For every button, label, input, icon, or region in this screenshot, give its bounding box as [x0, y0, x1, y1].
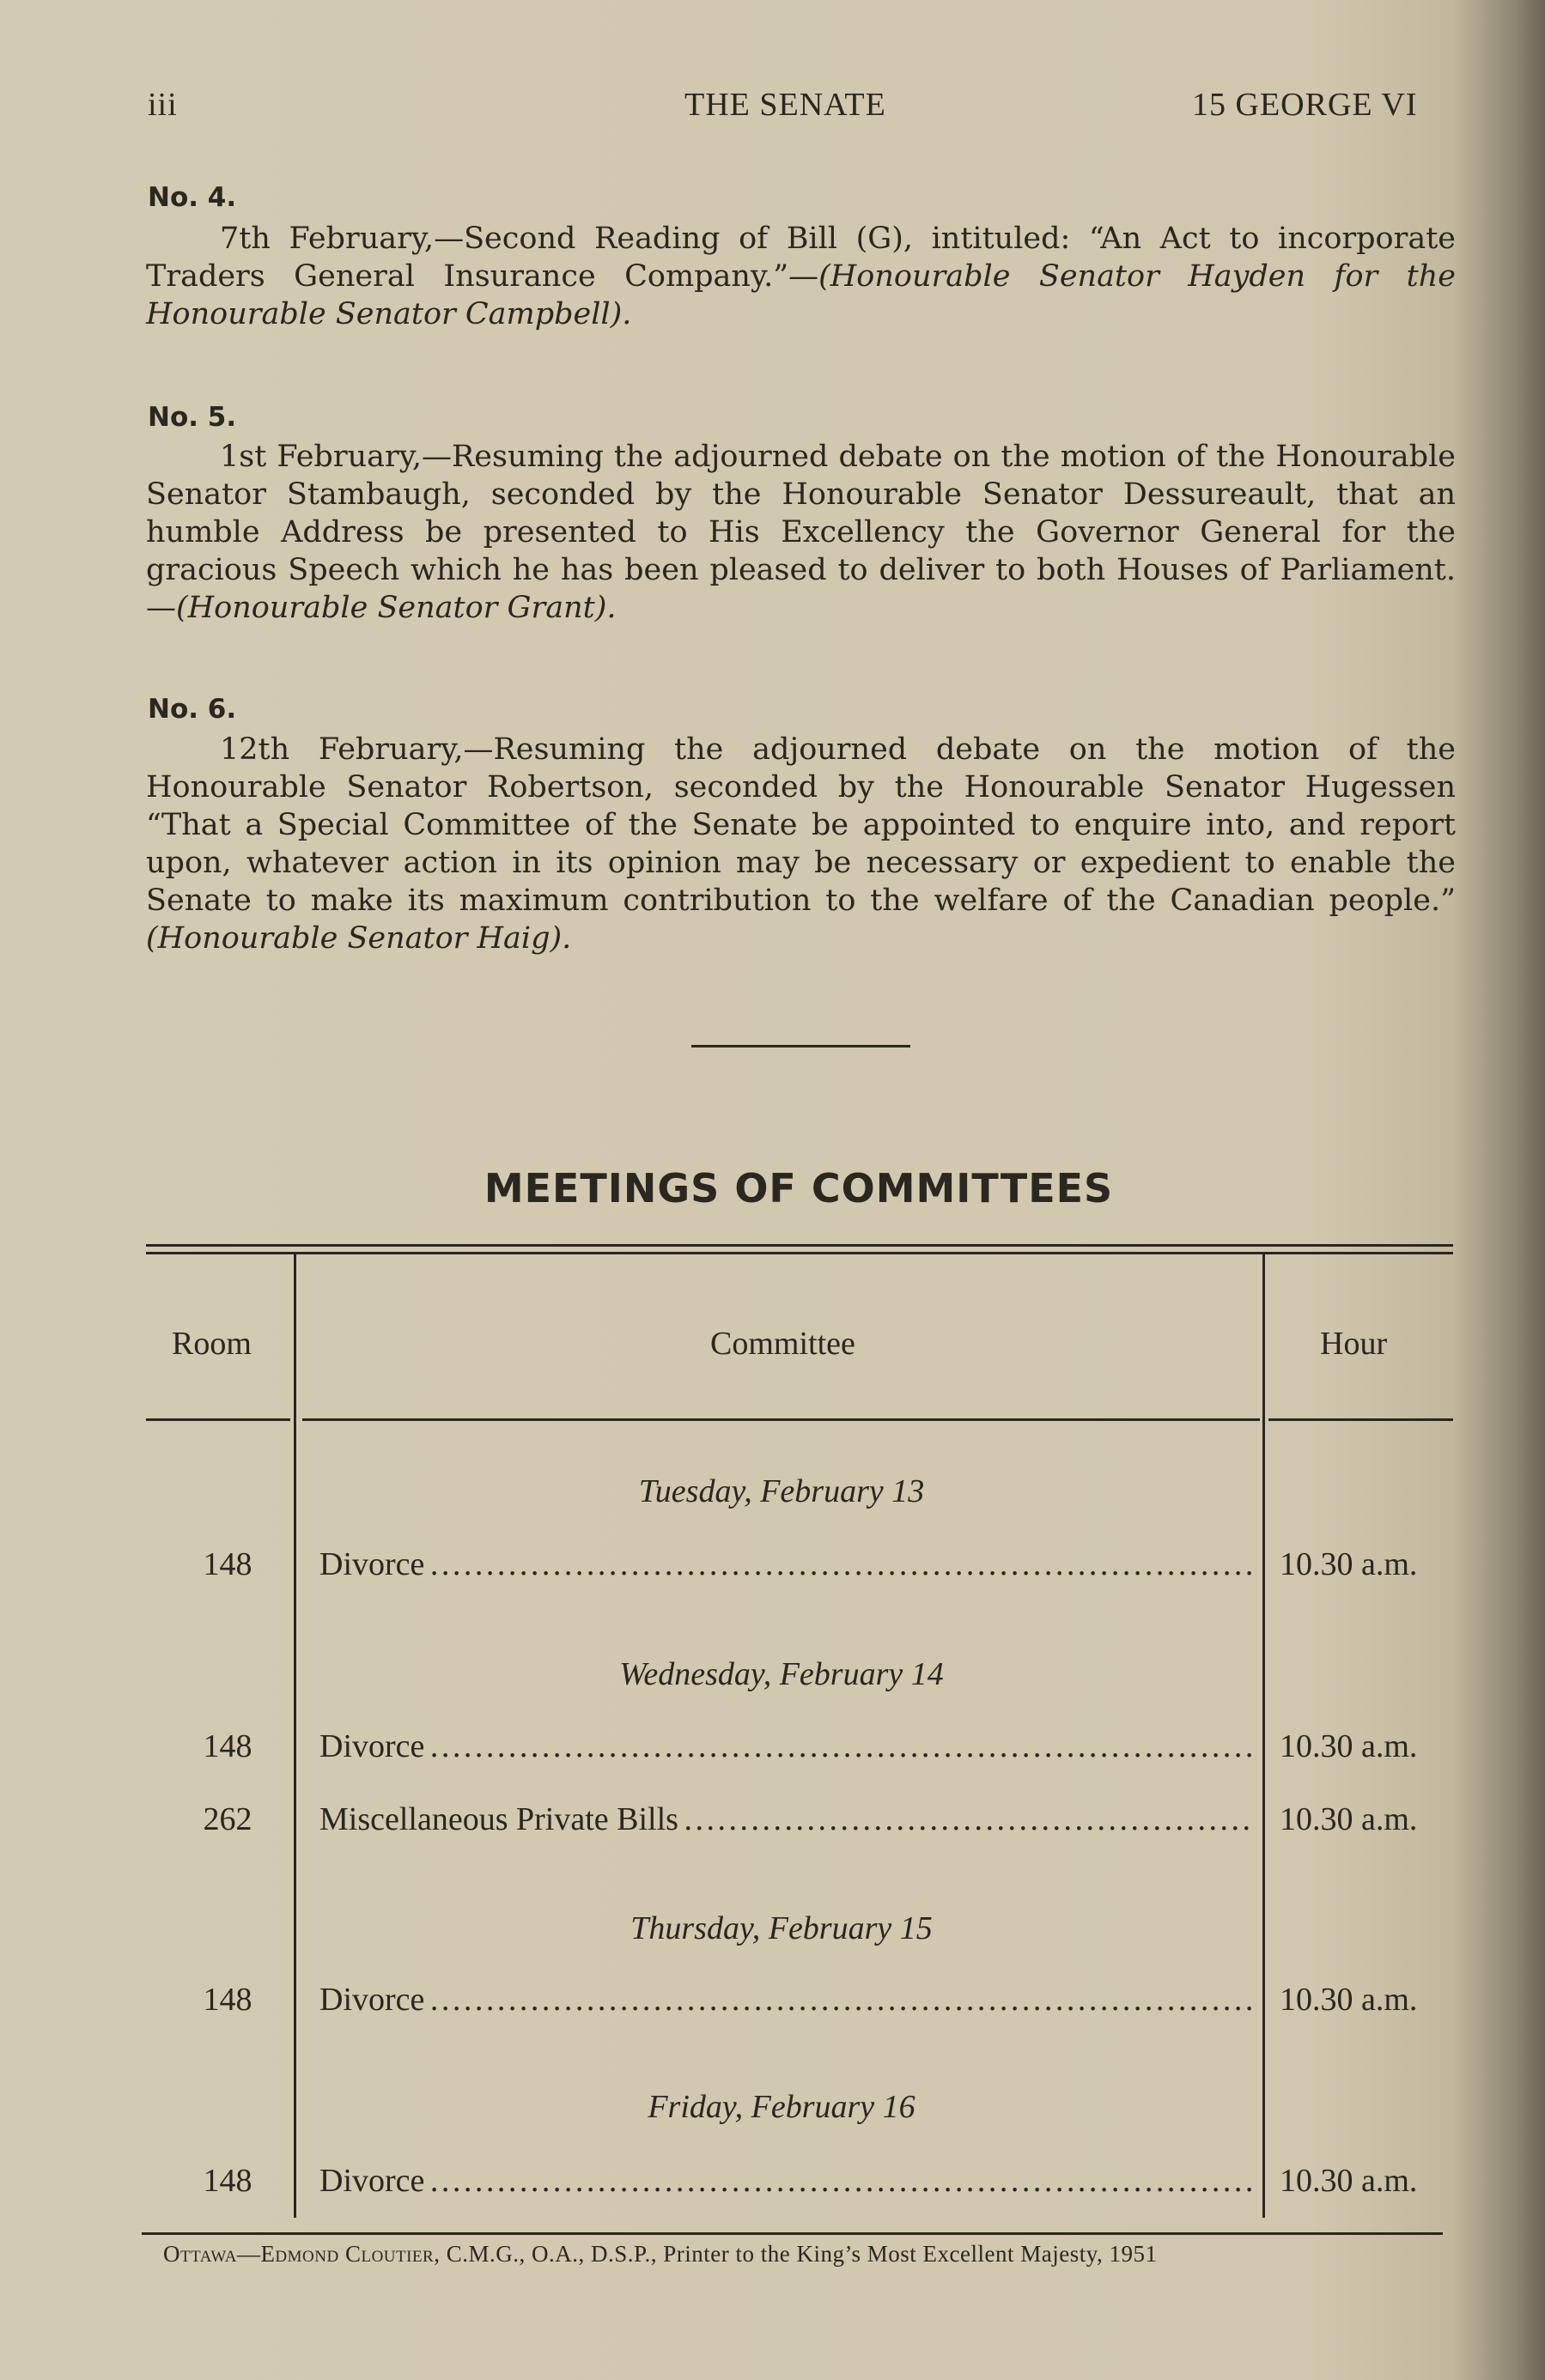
order-number: No. 5. — [148, 402, 237, 433]
order-text: 1st February,—Resuming the adjourned debate on the motion of the Honourable Senator Stambaugh, seconded by the Honourable Senator Dessureault, that an humble Address be presented to His Excellency the Governor General for the gracious Speech which he has been pleased to deliver to both Houses of Parliament.— — [146, 440, 1456, 625]
section-divider — [691, 1045, 910, 1047]
order-number: No. 4. — [148, 182, 237, 213]
committee-name: Divorce . . . — [319, 2162, 1254, 2200]
day-heading: Tuesday, February 13 — [638, 1473, 925, 1509]
meeting-hour: 10.30 a.m. — [1280, 1801, 1418, 1837]
imprint-printer: Edmond Cloutier — [260, 2241, 435, 2267]
page-number: iii — [148, 87, 178, 123]
meeting-hour: 10.30 a.m. — [1280, 1546, 1418, 1582]
column-divider — [1262, 1254, 1265, 2218]
running-title: THE SENATE — [684, 87, 886, 123]
day-heading: Wednesday, February 14 — [619, 1656, 944, 1692]
meeting-hour: 10.30 a.m. — [1280, 2163, 1418, 2199]
order-text: 12th February,—Resuming the adjourned debate on the motion of the Honourable Senator Robertson, seconded by the Honourable Senator Hugessen “That a Special Committee of the Senate be appointed to enquire into, and report upon, whatever action in its opinion may be necessary or expedient to enable the Senate to make its maximum contribution to the welfare of the Canadian people.” — [146, 732, 1456, 918]
room-number: 262 — [203, 1801, 252, 1837]
order-text: 7th February,—Second Reading of Bill (G), intituled: “An Act to incorporate Traders General Insurance Company.”— — [146, 222, 1456, 294]
table-top-rule — [146, 1244, 1453, 1247]
committee-name: Miscellaneous Private Bills . . . — [319, 1800, 1254, 1838]
room-number: 148 — [203, 1546, 252, 1582]
order-paragraph — [146, 731, 1456, 957]
committee-name: Divorce . . . — [319, 1727, 1254, 1765]
order-paragraph — [146, 220, 1456, 333]
imprint-details: , C.M.G., O.A., D.S.P., Printer to the King’s Most Excellent Majesty, 1951 — [434, 2241, 1158, 2267]
order-attribution: (Honourable Senator Hayden for the Honourable Senator Campbell). — [146, 259, 1456, 331]
committee-name: Divorce . . . — [319, 1545, 1254, 1583]
header-rule — [1268, 1418, 1453, 1421]
room-number: 148 — [203, 1728, 252, 1764]
day-heading: Friday, February 16 — [648, 2089, 915, 2125]
column-header-room: Room — [172, 1326, 252, 1362]
column-header-committee: Committee — [710, 1326, 855, 1362]
order-attribution: (Honourable Senator Haig). — [146, 921, 572, 956]
header-rule — [146, 1418, 290, 1421]
room-number: 148 — [203, 2163, 252, 2199]
header-rule — [302, 1418, 1260, 1421]
room-number: 148 — [203, 1982, 252, 2018]
printer-imprint: Ottawa—Edmond Cloutier, C.M.G., O.A., D.S.P., Printer to the King’s Most Excellent Majesty, 1951 — [163, 2241, 1158, 2267]
meetings-title: MEETINGS OF COMMITTEES — [484, 1165, 1114, 1211]
order-number: No. 6. — [148, 694, 237, 725]
footer-rule — [142, 2232, 1443, 2235]
order-attribution: (Honourable Senator Grant). — [176, 591, 617, 625]
meeting-hour: 10.30 a.m. — [1280, 1982, 1418, 2018]
column-header-hour: Hour — [1320, 1326, 1388, 1362]
order-paragraph — [146, 438, 1456, 627]
meeting-hour: 10.30 a.m. — [1280, 1728, 1418, 1764]
session-label: 15 GEORGE VI — [1192, 87, 1418, 123]
day-heading: Thursday, February 15 — [630, 1910, 933, 1946]
imprint-place: Ottawa — [163, 2241, 237, 2267]
committee-name: Divorce . . . — [319, 1981, 1254, 2019]
column-divider — [294, 1254, 296, 2218]
table-top-rule — [146, 1252, 1453, 1254]
